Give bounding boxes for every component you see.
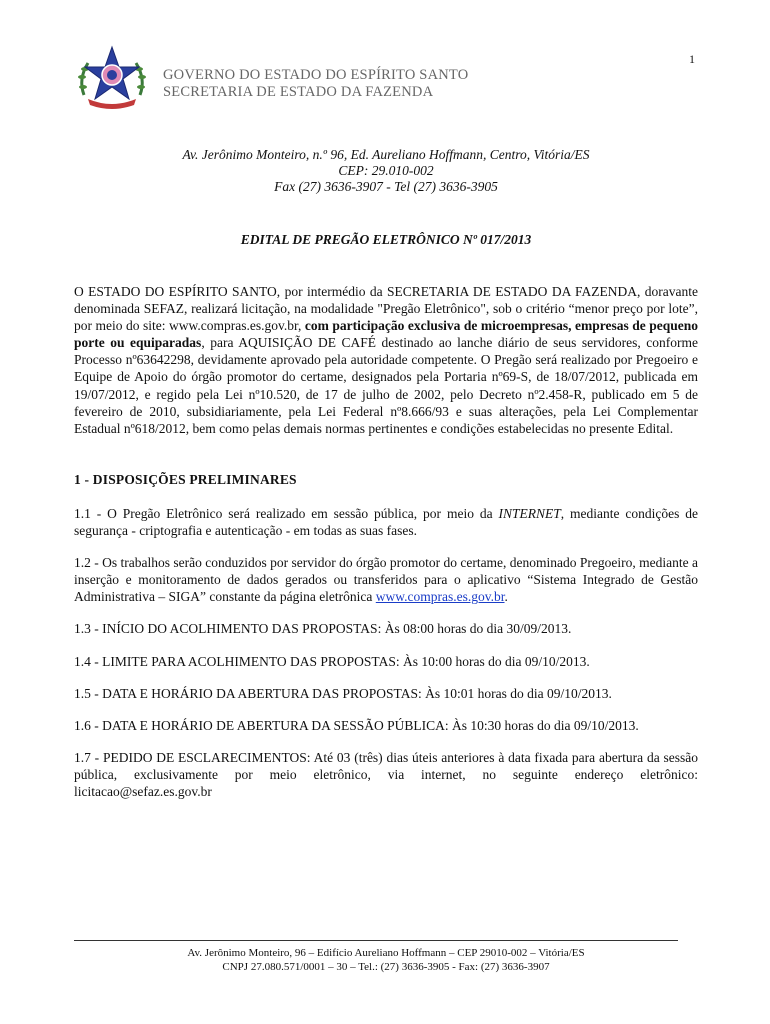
page-footer — [74, 946, 698, 974]
intro-paragraph — [74, 283, 698, 437]
address-block — [74, 147, 698, 195]
item-1-1-text-b: , mediante condições de segurança - criptografia e autenticação - em todas as suas fases. — [74, 505, 698, 539]
footer-line-1: Av. Jerônimo Monteiro, 96 – Edifício Aureliano Hoffmann – CEP 29010-002 – Vitória/ES — [187, 947, 585, 959]
item-1-5: 1.5 - DATA E HORÁRIO DA ABERTURA DAS PROPOSTAS: Às 10:01 horas do dia 09/10/2013. — [74, 685, 612, 701]
item-1-4: 1.4 - LIMITE PARA ACOLHIMENTO DAS PROPOSTAS: Às 10:00 horas do dia 09/10/2013. — [74, 653, 590, 669]
address-line-2: CEP: 29.010-002 — [338, 163, 434, 178]
header-line-1: GOVERNO DO ESTADO DO ESPÍRITO SANTO — [163, 67, 469, 83]
footer-divider — [74, 940, 678, 941]
item-1-1-italic: INTERNET — [498, 505, 561, 521]
coat-of-arms-icon — [76, 45, 148, 109]
address-line-1: Av. Jerônimo Monteiro, n.º 96, Ed. Aureliano Hoffmann, Centro, Vitória/ES — [182, 147, 590, 162]
intro-text-1: O ESTADO DO ESPÍRITO SANTO, por intermédio da SECRETARIA DE ESTADO DA FAZENDA, doravante denominada SEFAZ, realizará licitação, na modalidade "Pregão Eletrônico", sob o critério “menor preço por lote”, por meio do site: www.compras.es.gov.br, — [74, 284, 698, 334]
intro-bold-text: com participação exclusiva de microempresas, empresas de pequeno porte ou equiparadas — [74, 318, 698, 351]
page-number: 1 — [689, 52, 695, 66]
item-1-6: 1.6 - DATA E HORÁRIO DE ABERTURA DA SESSÃO PÚBLICA: Às 10:30 horas do dia 09/10/2013. — [74, 717, 639, 733]
item-1-2 — [74, 554, 698, 605]
header-line-2: SECRETARIA DE ESTADO DA FAZENDA — [163, 84, 434, 100]
item-1-2-text-b: . — [504, 589, 508, 605]
item-1-2-text-a: 1.2 - Os trabalhos serão conduzidos por servidor do órgão promotor do certame, denominado Pregoeiro, mediante a inserção e monitoramento de dados gerados ou transferidos para o aplicativo “Sistema Integrado de Gestão Administrativa – SIGA” constante da página eletrônica — [74, 555, 698, 605]
intro-text-2: , para AQUISIÇÃO DE CAFÉ destinado ao lanche diário de seus servidores, conforme Processo nº63642298, devidamente aprovado pela autoridade competente. O Pregão será realizado por Pregoeiro e Equipe de Apoio do órgão promotor do certame, designados pela Portaria nº69-S, de 18/07/2012, publicada em 19/07/2012, e regido pela Lei nº10.520, de 17 de julho de 2002, pelo Decreto nº2.458-R, publicado em 5 de fevereiro de 2010, subsidiariamente, pela Lei Federal nº8.666/93 e suas alterações, pela Lei Complementar Estadual nº618/2012, bem como pelas demais normas pertinentes e condições estabelecidas no presente Edital. — [74, 335, 698, 436]
government-header — [163, 67, 468, 101]
footer-line-2: CNPJ 27.080.571/0001 – 30 – Tel.: (27) 3636-3905 - Fax: (27) 3636-3907 — [222, 961, 550, 973]
compras-link[interactable]: www.compras.es.gov.br — [375, 589, 505, 605]
section-1-title: 1 - DISPOSIÇÕES PRELIMINARES — [74, 471, 297, 487]
item-1-7: 1.7 - PEDIDO DE ESCLARECIMENTOS: Até 03 (três) dias úteis anteriores à data fixada para abertura da sessão pública, exclusivamente por meio eletrônico, via internet, no seguinte endereço eletrônico: licitacao@sefaz.es.gov.br — [74, 749, 698, 799]
item-1-3: 1.3 - INÍCIO DO ACOLHIMENTO DAS PROPOSTAS: Às 08:00 horas do dia 30/09/2013. — [74, 621, 572, 637]
item-1-1 — [74, 505, 698, 539]
document-title: EDITAL DE PREGÃO ELETRÔNICO Nº 017/2013 — [240, 232, 532, 247]
item-1-1-text-a: 1.1 - O Pregão Eletrônico será realizado em sessão pública, por meio da — [74, 505, 499, 521]
address-line-3: Fax (27) 3636-3907 - Tel (27) 3636-3905 — [274, 179, 498, 194]
document-body — [74, 283, 698, 815]
